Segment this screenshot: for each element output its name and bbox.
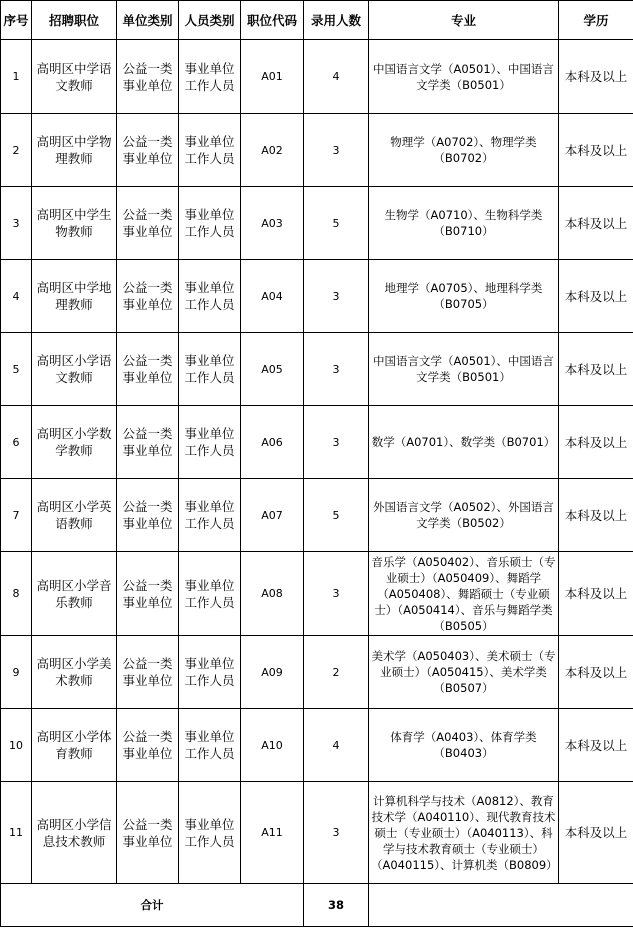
cell-staff-type: 事业单位工作人员: [179, 782, 241, 884]
cell-count: 3: [304, 552, 369, 636]
cell-staff-type: 事业单位工作人员: [179, 40, 241, 114]
cell-no: 8: [1, 552, 32, 636]
header-code: 职位代码: [241, 1, 304, 40]
cell-count: 2: [304, 636, 369, 709]
cell-unit-type: 公益一类事业单位: [117, 333, 179, 406]
cell-count: 4: [304, 709, 369, 782]
header-major: 专业: [369, 1, 559, 40]
table-row: [1, 709, 633, 782]
cell-staff-type: 事业单位工作人员: [179, 187, 241, 260]
cell-major: 美术学（A050403）、美术硕士（专业硕士）（A050415）、美术学类（B0507）: [369, 636, 559, 709]
cell-major: 外国语言文学（A0502）、外国语言文学类（B0502）: [369, 479, 559, 552]
cell-position: 高明区小学美术教师: [32, 636, 117, 709]
cell-position: 高明区中学地理教师: [32, 260, 117, 333]
cell-unit-type: 公益一类事业单位: [117, 187, 179, 260]
table-row: [1, 479, 633, 552]
cell-count: 4: [304, 40, 369, 114]
cell-code: A08: [241, 552, 304, 636]
cell-unit-type: 公益一类事业单位: [117, 552, 179, 636]
cell-major: 计算机科学与技术（A0812）、教育技术学（A040110）、现代教育技术硕士（专业硕士）（A040113）、科学与技术教育硕士（专业硕士）（A040115）、计算机类（B0809）: [369, 782, 559, 884]
cell-code: A03: [241, 187, 304, 260]
cell-unit-type: 公益一类事业单位: [117, 260, 179, 333]
cell-major: 音乐学（A050402）、音乐硕士（专业硕士）（A050409）、舞蹈学（A050408）、舞蹈硕士（专业硕士）（A050414）、音乐与舞蹈学类（B0505）: [369, 552, 559, 636]
header-staff-type: 人员类别: [179, 1, 241, 40]
cell-no: 1: [1, 40, 32, 114]
cell-code: A02: [241, 114, 304, 187]
cell-no: 5: [1, 333, 32, 406]
table-row: [1, 636, 633, 709]
cell-code: A09: [241, 636, 304, 709]
cell-education: 本科及以上: [559, 40, 633, 114]
cell-education: 本科及以上: [559, 709, 633, 782]
header-education: 学历: [559, 1, 633, 40]
cell-count: 3: [304, 333, 369, 406]
cell-education: 本科及以上: [559, 187, 633, 260]
table-row: [1, 406, 633, 479]
cell-no: 10: [1, 709, 32, 782]
header-count: 录用人数: [304, 1, 369, 40]
cell-staff-type: 事业单位工作人员: [179, 114, 241, 187]
cell-major: 地理学（A0705）、地理科学类（B0705）: [369, 260, 559, 333]
cell-unit-type: 公益一类事业单位: [117, 40, 179, 114]
cell-staff-type: 事业单位工作人员: [179, 260, 241, 333]
cell-position: 高明区中学语文教师: [32, 40, 117, 114]
header-position: 招聘职位: [32, 1, 117, 40]
cell-position: 高明区小学数学教师: [32, 406, 117, 479]
cell-no: 6: [1, 406, 32, 479]
cell-position: 高明区小学英语教师: [32, 479, 117, 552]
cell-no: 3: [1, 187, 32, 260]
cell-no: 2: [1, 114, 32, 187]
cell-major: 中国语言文学（A0501）、中国语言文学类（B0501）: [369, 40, 559, 114]
cell-code: A01: [241, 40, 304, 114]
cell-position: 高明区中学生物教师: [32, 187, 117, 260]
cell-education: 本科及以上: [559, 260, 633, 333]
cell-count: 3: [304, 114, 369, 187]
cell-staff-type: 事业单位工作人员: [179, 552, 241, 636]
cell-count: 3: [304, 782, 369, 884]
cell-count: 3: [304, 406, 369, 479]
cell-no: 9: [1, 636, 32, 709]
cell-unit-type: 公益一类事业单位: [117, 782, 179, 884]
total-row: [1, 884, 633, 927]
cell-code: A11: [241, 782, 304, 884]
total-label: 合计: [1, 884, 304, 927]
table-row: [1, 782, 633, 884]
table-row: [1, 114, 633, 187]
cell-unit-type: 公益一类事业单位: [117, 406, 179, 479]
cell-no: 4: [1, 260, 32, 333]
cell-unit-type: 公益一类事业单位: [117, 479, 179, 552]
cell-position: 高明区中学物理教师: [32, 114, 117, 187]
cell-count: 5: [304, 187, 369, 260]
cell-education: 本科及以上: [559, 636, 633, 709]
cell-count: 3: [304, 260, 369, 333]
cell-unit-type: 公益一类事业单位: [117, 114, 179, 187]
cell-staff-type: 事业单位工作人员: [179, 479, 241, 552]
cell-major: 数学（A0701）、数学类（B0701）: [369, 406, 559, 479]
cell-position: 高明区小学体育教师: [32, 709, 117, 782]
cell-no: 11: [1, 782, 32, 884]
header-unit-type: 单位类别: [117, 1, 179, 40]
cell-education: 本科及以上: [559, 406, 633, 479]
cell-education: 本科及以上: [559, 479, 633, 552]
cell-position: 高明区小学语文教师: [32, 333, 117, 406]
cell-education: 本科及以上: [559, 552, 633, 636]
cell-staff-type: 事业单位工作人员: [179, 406, 241, 479]
cell-code: A04: [241, 260, 304, 333]
cell-position: 高明区小学音乐教师: [32, 552, 117, 636]
cell-education: 本科及以上: [559, 333, 633, 406]
cell-major: 体育学（A0403）、体育学类（B0403）: [369, 709, 559, 782]
cell-staff-type: 事业单位工作人员: [179, 333, 241, 406]
table-row: [1, 187, 633, 260]
cell-staff-type: 事业单位工作人员: [179, 636, 241, 709]
header-no: 序号: [1, 1, 32, 40]
cell-code: A06: [241, 406, 304, 479]
cell-code: A10: [241, 709, 304, 782]
cell-staff-type: 事业单位工作人员: [179, 709, 241, 782]
cell-position: 高明区小学信息技术教师: [32, 782, 117, 884]
cell-education: 本科及以上: [559, 782, 633, 884]
table-row: [1, 552, 633, 636]
cell-unit-type: 公益一类事业单位: [117, 709, 179, 782]
cell-no: 7: [1, 479, 32, 552]
cell-unit-type: 公益一类事业单位: [117, 636, 179, 709]
cell-count: 5: [304, 479, 369, 552]
total-empty-cell: [369, 884, 633, 927]
cell-code: A05: [241, 333, 304, 406]
table-header-row: [1, 1, 633, 40]
cell-major: 生物学（A0710）、生物科学类（B0710）: [369, 187, 559, 260]
cell-code: A07: [241, 479, 304, 552]
cell-education: 本科及以上: [559, 114, 633, 187]
total-count: 38: [304, 884, 369, 927]
cell-major: 物理学（A0702）、物理学类（B0702）: [369, 114, 559, 187]
table-row: [1, 260, 633, 333]
table-row: [1, 40, 633, 114]
table-row: [1, 333, 633, 406]
cell-major: 中国语言文学（A0501）、中国语言文学类（B0501）: [369, 333, 559, 406]
